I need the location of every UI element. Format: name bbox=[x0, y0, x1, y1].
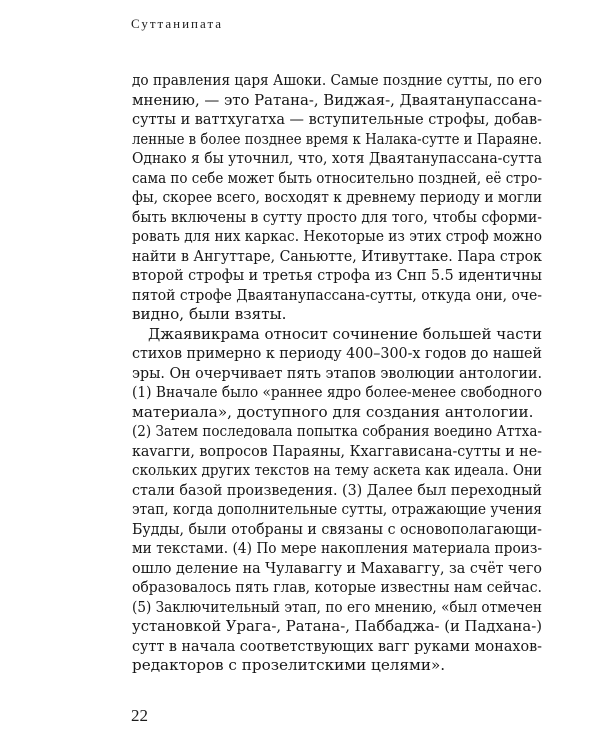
text-line: второй строфы и третья строфа из Снп 5.5 идентичны bbox=[132, 266, 542, 284]
text-line: каvагги, вопросов Параяны, Кхаггависана-сутты и не- bbox=[132, 441, 542, 460]
text-line: (1) Вначале было «раннее ядро более-менее свободного bbox=[132, 383, 543, 401]
text-line: ошло деление на Чулавaггу и Махаваггу, за счёт чего bbox=[132, 558, 542, 577]
text-line: (5) Заключительный этап, по его мнению, «был отмечен bbox=[132, 597, 542, 616]
text-line: Будды, были отобраны и связаны с основополагающи- bbox=[132, 519, 542, 538]
text-line: быть включены в сутту просто для того, чтобы сформи- bbox=[132, 207, 542, 226]
running-title: Суттанипата bbox=[131, 16, 224, 31]
text-line: пятой строфе Дваятанупассана-сутты, откуда они, оче- bbox=[132, 285, 543, 304]
text-line: (2) Затем последовала попытка собрания воедино Аттха- bbox=[132, 422, 542, 440]
text-line: эры. Он очерчивает пять этапов эволюции антологии. bbox=[132, 363, 543, 382]
text-line: до правления царя Ашоки. Самые поздние сутты, по его bbox=[132, 71, 543, 89]
text-line: стихов примерно к периоду 400–300-х годов до нашей bbox=[132, 344, 542, 362]
text-line: установкой Урага-, Ратана-, Паббаджа- (и Падхана-) bbox=[132, 617, 543, 635]
text-line: видно, были взяты. bbox=[132, 305, 287, 323]
text-line: этап, когда дополнительные сутты, отражающие учения bbox=[132, 500, 542, 518]
text-line: ми текстами. (4) По мере накопления материала произ- bbox=[132, 539, 543, 557]
paragraph-2 bbox=[132, 325, 542, 676]
text-line: скольких других текстов на тему аскета как идеала. Они bbox=[132, 461, 543, 479]
text-line: Джаявикрама относит сочинение большей части bbox=[148, 324, 542, 343]
paragraph-1 bbox=[132, 71, 542, 325]
text-line: ленные в более позднее время к Налака-сутте и Параяне. bbox=[132, 129, 542, 148]
text-line: образовалось пять глав, которые известны нам сейчас. bbox=[132, 578, 542, 596]
text-line: Однако я бы уточнил, что, хотя Дваятанупассана-сутта bbox=[132, 149, 543, 167]
text-line: ровать для них каркас. Некоторые из этих строф можно bbox=[132, 227, 542, 245]
text-line: сутт в начала соответствующих вагг руками монахов- bbox=[132, 636, 542, 655]
text-line: редакторов с прозелитскими целями». bbox=[132, 656, 446, 674]
text-line: найти в Ангуттаре, Саньютте, Итивуттаке. Пара строк bbox=[132, 246, 542, 265]
text-line: сама по себе может быть относительно поздней, её стро- bbox=[132, 168, 543, 187]
text-line: стали базой произведения. (3) Далее был переходный bbox=[132, 480, 543, 499]
text-line: материала», доступного для создания антологии. bbox=[132, 402, 534, 421]
body-text bbox=[132, 71, 542, 676]
text-line: сутты и ваттхугатха — вступительные строфы, добав- bbox=[132, 110, 542, 128]
text-line: фы, скорее всего, восходят к древнему периоду и могли bbox=[132, 188, 543, 206]
page-number: 22 bbox=[131, 706, 148, 725]
text-line: мнению, — это Ратана-, Виджая-, Дваятанупассана- bbox=[132, 90, 542, 109]
